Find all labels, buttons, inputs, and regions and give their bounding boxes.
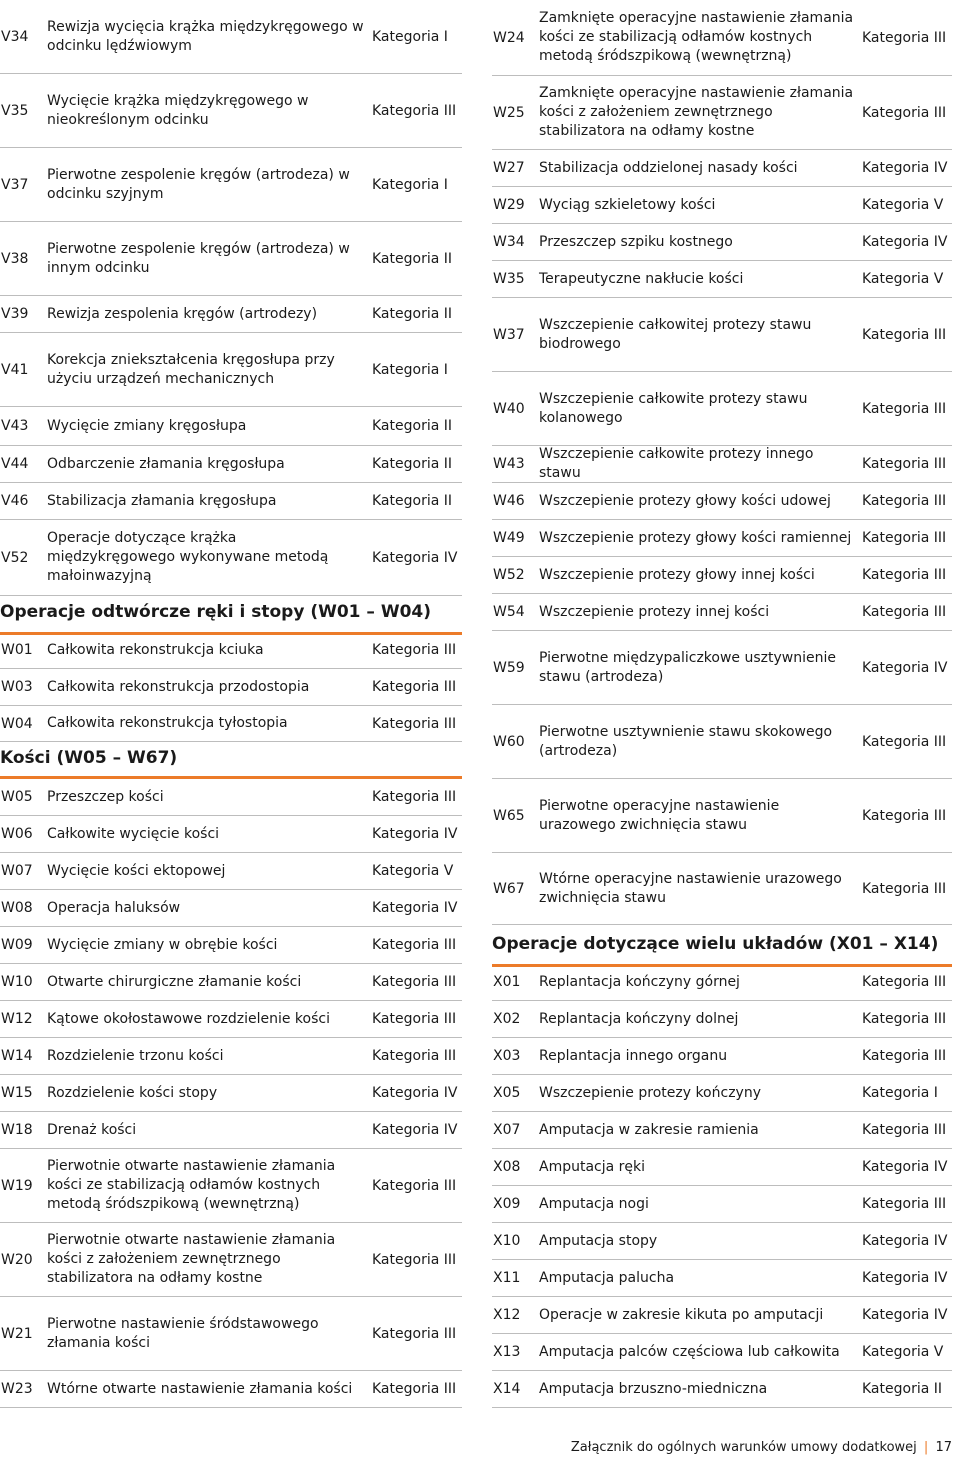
procedure-category: Kategoria III: [862, 530, 947, 546]
procedure-row-w25: [492, 76, 952, 150]
procedure-name: Operacja haluksów: [47, 899, 181, 916]
procedure-row-w27: [492, 150, 952, 187]
procedure-row-w40: [492, 372, 952, 446]
procedure-row-x07: [492, 1112, 952, 1149]
procedure-category: Kategoria III: [862, 1122, 947, 1138]
procedure-name: Wszczepienie protezy głowy innej kości: [539, 566, 815, 583]
procedure-code: W65: [493, 807, 525, 824]
procedure-row-w35: [492, 261, 952, 298]
procedure-row-w67: [492, 853, 952, 925]
procedure-code: X10: [493, 1233, 521, 1249]
procedure-category: Kategoria IV: [862, 659, 948, 676]
procedure-code: W07: [1, 863, 33, 879]
procedure-row-w07: [0, 853, 462, 890]
procedure-code: V35: [1, 102, 29, 119]
procedure-name: Rewizja wycięcia krążka międzykręgowego w odcinku lędźwiowym: [47, 18, 364, 54]
procedure-name: Wtórne operacyjne nastawienie urazowego zwichnięcia stawu: [539, 870, 842, 906]
procedure-name: Pierwotne międzypaliczkowe usztywnienie stawu (artrodeza): [539, 649, 836, 685]
procedure-category: Kategoria IV: [372, 549, 458, 566]
procedure-code: X01: [493, 974, 521, 990]
procedure-category: Kategoria III: [372, 937, 457, 953]
procedure-row-w20: [0, 1223, 462, 1297]
page-footer: [571, 1440, 952, 1455]
procedure-name: Operacje dotyczące krążka międzykręgowego wykonywane metodą małoinwazyjną: [47, 530, 329, 584]
procedure-code: W34: [493, 234, 525, 250]
procedure-category: Kategoria III: [372, 102, 457, 119]
procedure-category: Kategoria IV: [372, 900, 458, 916]
procedure-name: Wszczepienie całkowite protezy stawu kolanowego: [539, 390, 808, 426]
procedure-row-w52: [492, 557, 952, 594]
procedure-code: W10: [1, 974, 33, 990]
procedure-row-w59: [492, 631, 952, 705]
procedure-category: Kategoria IV: [862, 1307, 948, 1323]
procedure-row-x11: [492, 1260, 952, 1297]
procedure-category: Kategoria IV: [862, 1270, 948, 1286]
procedure-name: Replantacja innego organu: [539, 1047, 728, 1064]
procedure-category: Kategoria II: [372, 306, 453, 322]
procedure-category: Kategoria III: [862, 567, 947, 583]
procedure-category: Kategoria III: [862, 807, 947, 824]
procedure-row-x05: [492, 1075, 952, 1112]
procedure-code: W24: [493, 29, 525, 46]
procedure-code: V41: [1, 361, 29, 378]
procedure-name: Rozdzielenie trzonu kości: [47, 1047, 224, 1064]
procedure-code: W59: [493, 659, 525, 676]
section-heading: Kości (W05 – W67): [0, 746, 462, 779]
procedure-code: W54: [493, 604, 525, 620]
procedure-name: Wszczepienie protezy głowy kości udowej: [539, 492, 831, 509]
procedure-category: Kategoria IV: [372, 1122, 458, 1138]
procedure-category: Kategoria III: [862, 1196, 947, 1212]
procedure-category: Kategoria III: [862, 29, 947, 46]
procedure-row-x01: [492, 964, 952, 1001]
procedure-name: Replantacja kończyny dolnej: [539, 1010, 739, 1027]
procedure-code: W46: [493, 493, 525, 509]
procedure-category: Kategoria III: [372, 1251, 457, 1268]
procedure-code: W19: [1, 1177, 33, 1194]
procedure-code: W49: [493, 530, 525, 546]
procedure-category: Kategoria III: [372, 1381, 457, 1397]
procedure-name: Terapeutyczne nakłucie kości: [539, 270, 744, 287]
procedure-category: Kategoria IV: [862, 160, 948, 176]
procedure-code: W21: [1, 1325, 33, 1342]
procedure-name: Amputacja ręki: [539, 1158, 646, 1175]
procedure-name: Wszczepienie całkowite protezy innego stawu: [539, 446, 814, 481]
procedure-name: Pierwotne operacyjne nastawienie urazowego zwichnięcia stawu: [539, 797, 780, 833]
procedure-name: Przeszczep szpiku kostnego: [539, 233, 733, 250]
procedure-category: Kategoria III: [372, 679, 457, 695]
procedure-row-w01: [0, 632, 462, 669]
procedure-category: Kategoria III: [862, 1048, 947, 1064]
procedure-row-w19: [0, 1149, 462, 1223]
procedure-category: Kategoria I: [862, 1085, 938, 1101]
procedure-code: W06: [1, 826, 33, 842]
procedure-category: Kategoria IV: [372, 826, 458, 842]
procedure-name: Amputacja brzuszno-miedniczna: [539, 1380, 768, 1397]
procedure-code: W43: [493, 456, 525, 472]
procedure-code: X05: [493, 1085, 521, 1101]
procedure-name: Korekcja zniekształcenia kręgosłupa przy użyciu urządzeń mechanicznych: [47, 351, 335, 387]
procedure-name: Rozdzielenie kości stopy: [47, 1084, 218, 1101]
procedure-code: W12: [1, 1011, 33, 1027]
procedure-category: Kategoria IV: [372, 1085, 458, 1101]
procedure-name: Stabilizacja oddzielonej nasady kości: [539, 159, 798, 176]
procedure-category: Kategoria IV: [862, 234, 948, 250]
procedure-row-w49: [492, 520, 952, 557]
procedure-name: Kątowe okołostawowe rozdzielenie kości: [47, 1010, 330, 1027]
procedure-code: X07: [493, 1122, 521, 1138]
procedure-category: Kategoria IV: [862, 1233, 948, 1249]
procedure-row-w12: [0, 1001, 462, 1038]
procedure-category: Kategoria I: [372, 176, 448, 193]
procedure-category: Kategoria III: [372, 715, 457, 732]
procedure-row-w21: [0, 1297, 462, 1371]
procedure-category: Kategoria III: [862, 493, 947, 509]
procedure-name: Drenaż kości: [47, 1121, 137, 1138]
procedure-name: Pierwotne zespolenie kręgów (artrodeza) w innym odcinku: [47, 240, 350, 276]
procedure-row-v52: [0, 520, 462, 596]
procedure-category: Kategoria I: [372, 28, 448, 45]
procedure-code: W03: [1, 679, 33, 695]
procedure-code: X13: [493, 1344, 521, 1360]
procedure-name: Całkowita rekonstrukcja tyłostopia: [47, 715, 288, 731]
footer-separator: |: [923, 1440, 929, 1455]
procedure-name: Amputacja palucha: [539, 1269, 675, 1286]
procedure-row-w43: [492, 446, 952, 483]
procedure-name: Amputacja stopy: [539, 1232, 658, 1249]
procedure-category: Kategoria III: [862, 880, 947, 897]
procedure-category: Kategoria II: [372, 418, 453, 434]
procedure-row-v43: [0, 407, 462, 446]
procedure-row-x14: [492, 1371, 952, 1408]
procedure-code: X08: [493, 1159, 521, 1175]
procedure-row-w18: [0, 1112, 462, 1149]
procedure-row-w08: [0, 890, 462, 927]
procedure-category: Kategoria III: [372, 974, 457, 990]
procedure-row-w65: [492, 779, 952, 853]
procedure-code: W08: [1, 900, 33, 916]
procedure-name: Przeszczep kości: [47, 788, 164, 805]
procedure-name: Wyciąg szkieletowy kości: [539, 196, 716, 213]
procedure-name: Całkowite wycięcie kości: [47, 825, 220, 842]
procedure-row-v35: [0, 74, 462, 148]
procedure-category: Kategoria III: [862, 104, 947, 121]
procedure-category: Kategoria III: [372, 1177, 457, 1194]
procedure-name: Wszczepienie całkowitej protezy stawu biodrowego: [539, 316, 812, 352]
procedure-name: Pierwotne usztywnienie stawu skokowego (artrodeza): [539, 723, 833, 759]
section-heading: Operacje odtwórcze ręki i stopy (W01 – W04): [0, 600, 462, 635]
section-heading: Operacje dotyczące wielu układów (X01 – X14): [492, 932, 952, 967]
procedure-name: Otwarte chirurgiczne złamanie kości: [47, 973, 302, 990]
procedure-row-w05: [0, 779, 462, 816]
procedure-row-x02: [492, 1001, 952, 1038]
procedure-row-w10: [0, 964, 462, 1001]
procedure-row-v41: [0, 333, 462, 407]
procedure-category: Kategoria III: [372, 642, 457, 658]
procedure-row-w23: [0, 1371, 462, 1408]
procedure-name: Amputacja w zakresie ramienia: [539, 1121, 759, 1138]
procedure-name: Pierwotnie otwarte nastawienie złamania kości z założeniem zewnętrznego stabilizatora na odłamy kostne: [47, 1232, 336, 1286]
procedure-code: V38: [1, 250, 29, 267]
procedure-code: W20: [1, 1251, 33, 1268]
procedure-category: Kategoria IV: [862, 1159, 948, 1175]
procedure-name: Wycięcie zmiany kręgosłupa: [47, 417, 247, 434]
procedure-category: Kategoria III: [862, 400, 947, 417]
procedure-code: X11: [493, 1270, 521, 1286]
procedure-code: X09: [493, 1196, 521, 1212]
procedure-code: W29: [493, 197, 525, 213]
procedure-code: W52: [493, 567, 525, 583]
procedure-category: Kategoria II: [862, 1381, 943, 1397]
procedure-name: Amputacja nogi: [539, 1195, 649, 1212]
procedure-row-w03: [0, 669, 462, 706]
procedure-code: W60: [493, 733, 525, 750]
procedure-name: Stabilizacja złamania kręgosłupa: [47, 492, 277, 509]
procedure-row-v39: [0, 296, 462, 333]
procedure-name: Wszczepienie protezy kończyny: [539, 1084, 761, 1101]
procedure-row-w06: [0, 816, 462, 853]
procedure-category: Kategoria III: [862, 974, 947, 990]
procedure-code: X02: [493, 1011, 521, 1027]
procedure-code: V34: [1, 28, 29, 45]
footer-text: Załącznik do ogólnych warunków umowy dodatkowej: [570, 1440, 917, 1455]
procedure-name: Pierwotne zespolenie kręgów (artrodeza) w odcinku szyjnym: [47, 166, 350, 202]
procedure-code: W04: [1, 715, 33, 732]
procedure-row-v44: [0, 446, 462, 483]
procedure-code: V39: [1, 306, 29, 322]
procedure-code: W15: [1, 1085, 33, 1101]
procedure-code: V46: [1, 493, 29, 509]
procedure-row-x03: [492, 1038, 952, 1075]
procedure-row-w54: [492, 594, 952, 631]
procedure-category: Kategoria III: [372, 1011, 457, 1027]
procedure-row-x08: [492, 1149, 952, 1186]
procedure-category: Kategoria III: [862, 604, 947, 620]
procedure-name: Zamknięte operacyjne nastawienie złamania kości z założeniem zewnętrznego stabilizatora na odłamy kostne: [539, 85, 854, 139]
procedure-code: W67: [493, 880, 525, 897]
procedure-row-w09: [0, 927, 462, 964]
procedure-name: Zamknięte operacyjne nastawienie złamania kości ze stabilizacją odłamów kostnych metodą śródszpikową (wewnętrzną): [539, 10, 854, 64]
procedure-name: Wszczepienie protezy innej kości: [539, 603, 770, 620]
procedure-code: W27: [493, 160, 525, 176]
procedure-code: W37: [493, 326, 525, 343]
procedure-category: Kategoria II: [372, 250, 453, 267]
procedure-name: Operacje w zakresie kikuta po amputacji: [539, 1306, 824, 1323]
procedure-category: Kategoria II: [372, 456, 453, 472]
procedure-code: V52: [1, 549, 29, 566]
procedure-name: Odbarczenie złamania kręgosłupa: [47, 455, 285, 472]
procedure-row-w14: [0, 1038, 462, 1075]
procedure-name: Replantacja kończyny górnej: [539, 973, 740, 990]
procedure-row-x13: [492, 1334, 952, 1371]
procedure-category: Kategoria III: [372, 1325, 457, 1342]
procedure-code: W18: [1, 1122, 33, 1138]
procedure-row-w60: [492, 705, 952, 779]
procedure-category: Kategoria III: [372, 1048, 457, 1064]
procedure-name: Amputacja palców częściowa lub całkowita: [539, 1343, 840, 1360]
procedure-category: Kategoria III: [862, 733, 947, 750]
procedure-row-v34: [0, 0, 462, 74]
procedure-row-w37: [492, 298, 952, 372]
procedure-row-v46: [0, 483, 462, 520]
procedure-category: Kategoria I: [372, 361, 448, 378]
procedure-row-v38: [0, 222, 462, 296]
procedure-code: W40: [493, 400, 525, 417]
procedure-category: Kategoria V: [372, 863, 454, 879]
procedure-row-w24: [492, 0, 952, 76]
procedure-code: V43: [1, 418, 29, 434]
procedure-row-v37: [0, 148, 462, 222]
procedure-category: Kategoria V: [862, 197, 944, 213]
procedure-row-w46: [492, 483, 952, 520]
procedure-code: V44: [1, 456, 29, 472]
procedure-name: Wycięcie zmiany w obrębie kości: [47, 936, 278, 953]
procedure-row-w34: [492, 224, 952, 261]
procedure-code: W05: [1, 789, 33, 805]
procedure-name: Wycięcie krążka międzykręgowego w nieokreślonym odcinku: [47, 92, 309, 128]
procedure-category: Kategoria II: [372, 493, 453, 509]
procedure-category: Kategoria III: [862, 456, 947, 472]
procedure-code: W25: [493, 104, 525, 121]
procedure-category: Kategoria III: [862, 326, 947, 343]
procedure-code: W01: [1, 642, 33, 658]
procedure-row-w15: [0, 1075, 462, 1112]
procedure-name: Całkowita rekonstrukcja kciuka: [47, 641, 264, 658]
procedure-code: W23: [1, 1381, 33, 1397]
procedure-code: V37: [1, 176, 29, 193]
procedure-code: X12: [493, 1307, 521, 1323]
procedure-name: Pierwotne nastawienie śródstawowego złamania kości: [47, 1315, 319, 1351]
procedure-name: Całkowita rekonstrukcja przodostopia: [47, 678, 310, 695]
procedure-row-x12: [492, 1297, 952, 1334]
procedure-row-x10: [492, 1223, 952, 1260]
page-number: 17: [935, 1440, 952, 1455]
procedure-row-x09: [492, 1186, 952, 1223]
procedure-category: Kategoria III: [372, 789, 457, 805]
procedure-row-w04: [0, 706, 462, 742]
procedure-name: Wtórne otwarte nastawienie złamania kości: [47, 1380, 353, 1397]
procedure-category: Kategoria V: [862, 1344, 944, 1360]
procedure-code: W14: [1, 1048, 33, 1064]
procedure-code: X03: [493, 1048, 521, 1064]
procedure-name: Wycięcie kości ektopowej: [47, 862, 226, 879]
procedure-name: Rewizja zespolenia kręgów (artrodezy): [47, 305, 318, 322]
procedure-name: Pierwotnie otwarte nastawienie złamania kości ze stabilizacją odłamów kostnych metodą śródszpikową (wewnętrzną): [47, 1158, 336, 1212]
procedure-category: Kategoria V: [862, 271, 944, 287]
procedure-code: W35: [493, 271, 525, 287]
procedure-code: X14: [493, 1381, 521, 1397]
procedure-name: Wszczepienie protezy głowy kości ramiennej: [539, 529, 852, 546]
procedure-row-w29: [492, 187, 952, 224]
procedure-category: Kategoria III: [862, 1011, 947, 1027]
procedure-code: W09: [1, 937, 33, 953]
